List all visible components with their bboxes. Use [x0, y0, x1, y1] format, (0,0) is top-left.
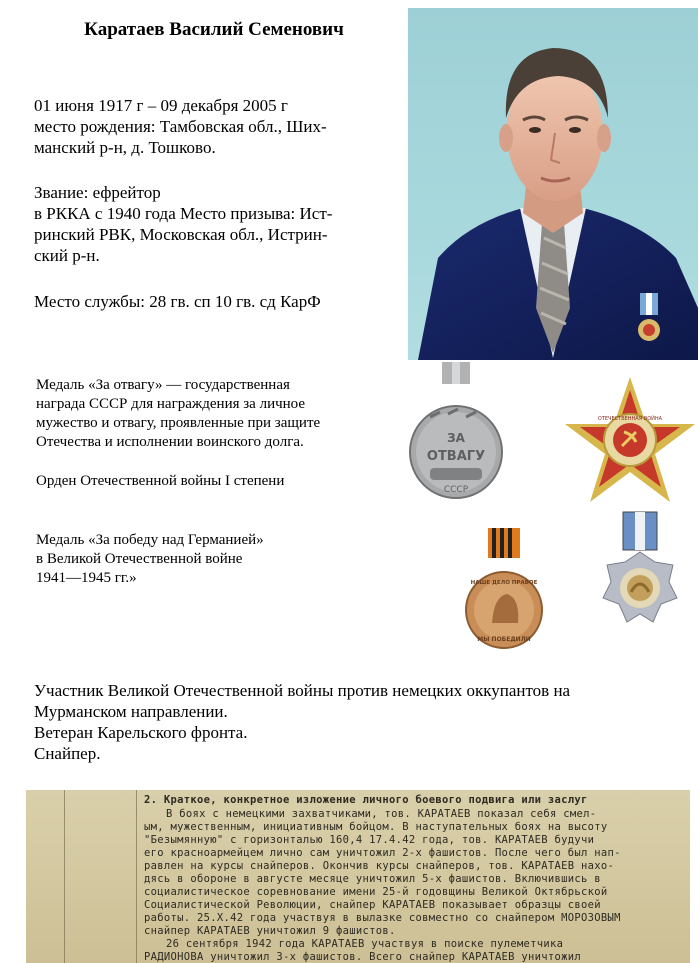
birthplace-line-1: место рождения: Тамбовская обл., Ших-	[34, 117, 327, 136]
scan-line-9: работы. 25.Х.42 года участвуя в вылазке совместно со снайпером МОРОЗОВЫМ	[144, 912, 621, 924]
victory-medal-description	[36, 531, 396, 588]
bravery-medal-image	[408, 362, 504, 512]
portrait-illustration	[408, 8, 698, 360]
victory-line-3: 1941—1945 гг.»	[36, 570, 137, 586]
bio-line-3: Ветеран Карельского фронта.	[34, 723, 248, 742]
order-description: Орден Отечественной войны I степени	[36, 473, 285, 489]
birthplace-line-2: манский р-н, д. Тошково.	[34, 138, 216, 157]
archive-document-scan	[26, 790, 690, 963]
bravery-line-2: награда СССР для награждения за личное	[36, 396, 306, 412]
life-dates: 01 июня 1917 г – 09 декабря 2005 г	[34, 96, 288, 115]
army-line-3: ский р-н.	[34, 246, 100, 265]
scan-line-3: "Безымянную" с горизонталью 160,4 17.4.42 года, тов. КАРАТАЕВ будучи	[144, 834, 595, 846]
scan-line-10: снайпер КАРАТАЕВ уничтожил 9 фашистов.	[144, 925, 396, 937]
victory-line-2: в Великой Отечественной войне	[36, 551, 243, 567]
scan-line-5: равлен на курсы снайперов. Окончив курсы снайперов, тов. КАРАТАЕВ нахо-	[144, 860, 615, 872]
medal-text-za: ЗА	[447, 431, 465, 445]
bravery-medal-description	[36, 376, 396, 452]
biography-summary	[34, 680, 696, 764]
scan-line-12: РАДИОНОВА уничтожил 3-х фашистов. Всего снайпер КАРАТАЕВ уничтожил	[144, 951, 582, 963]
service-unit: Место службы: 28 гв. сп 10 гв. сд КарФ	[34, 292, 321, 311]
rank: Звание: ефрейтор	[34, 183, 161, 202]
scan-line-8: Социалистической Революции, снайпер КАРАТАЕВ показывает образцы своей	[144, 899, 601, 911]
victory-medal-bottom-text: МЫ ПОБЕДИЛИ	[477, 636, 531, 643]
bravery-line-3: мужество и отвагу, проявленные при защите	[36, 415, 321, 431]
victory-medal-image	[462, 528, 546, 660]
medal-text-sssr: СССР	[443, 485, 469, 495]
scan-column-line	[136, 790, 137, 963]
portrait-photo	[408, 8, 698, 360]
service-info-block	[34, 182, 406, 266]
order-ring-text: ОТЕЧЕСТВЕННАЯ ВОЙНА	[597, 416, 663, 422]
veteran-badge-image	[595, 510, 685, 640]
army-line-2: ринский РВК, Московская обл., Истрин-	[34, 225, 328, 244]
bravery-line-1: Медаль «За отвагу» — государственная	[36, 377, 290, 393]
scan-line-6: дясь в обороне в августе месяце уничтожил 5-х фашистов. Включившись в	[144, 873, 601, 885]
victory-medal-top-text: НАШЕ ДЕЛО ПРАВОЕ	[470, 580, 538, 586]
victory-line-1: Медаль «За победу над Германией»	[36, 532, 264, 548]
person-name: Каратаев Василий Семенович	[84, 19, 344, 40]
scan-line-1: В боях с немецкими захватчиками, тов. КАРАТАЕВ показал себя смел-	[166, 808, 597, 820]
medal-text-otvagu: ОТВАГУ	[426, 449, 486, 464]
bravery-line-4: Отечества и исполнении воинского долга.	[36, 434, 304, 450]
bio-line-4: Снайпер.	[34, 744, 101, 763]
personal-info-block	[34, 95, 406, 158]
bio-line-1: Участник Великой Отечественной войны против немецких оккупантов на	[34, 681, 571, 700]
scan-line-2: ым, мужественным, инициативным бойцом. В наступательных боях на высоту	[144, 821, 608, 833]
bio-line-2: Мурманском направлении.	[34, 702, 228, 721]
army-line-1: в РККА с 1940 года Место призыва: Ист-	[34, 204, 333, 223]
scan-line-4: его красноармейцем лично сам уничтожил 2-х фашистов. После чего был нап-	[144, 847, 621, 859]
scan-margin-line	[64, 790, 65, 963]
patriotic-war-order-image	[560, 372, 700, 512]
scan-header: 2. Краткое, конкретное изложение личного боевого подвига или заслуг	[144, 794, 588, 806]
scan-line-11: 26 сентября 1942 года КАРАТАЕВ участвуя в поиске пулеметчика	[166, 938, 564, 950]
scan-line-7: социалистическое соревнование имени 25-й годовщины Великой Октябрьской	[144, 886, 608, 898]
